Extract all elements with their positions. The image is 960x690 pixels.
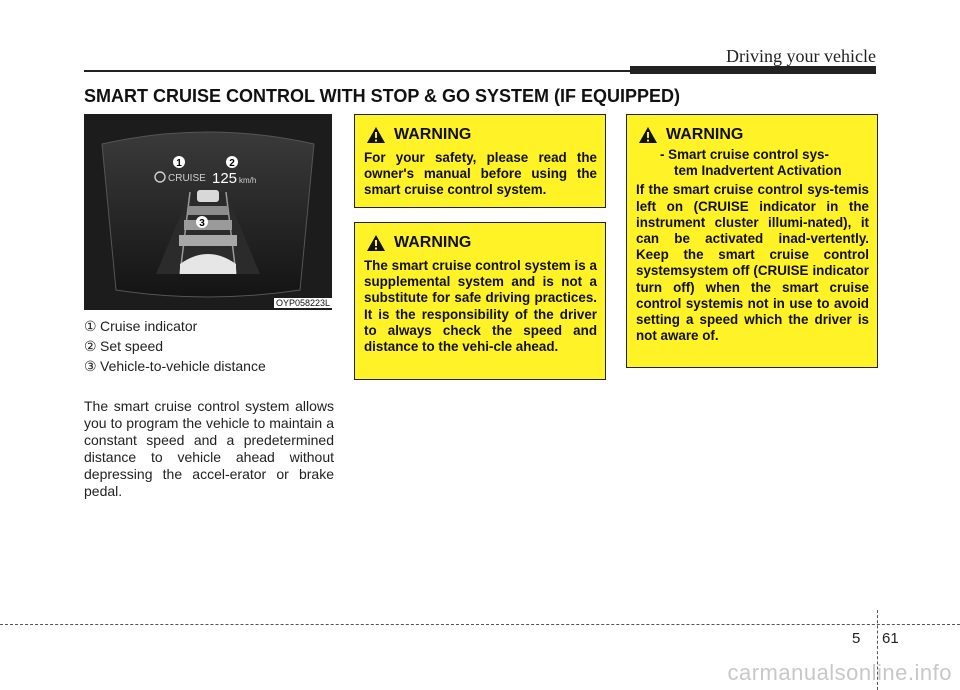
section-title: SMART CRUISE CONTROL WITH STOP & GO SYSTEM (IF EQUIPPED): [84, 86, 681, 106]
distance-bar: [179, 235, 237, 246]
body-paragraph: The smart cruise control system allows you to program the vehicle to maintain a constant speed and a predetermined distance to vehicle ahead without depressing the accel-erator or brake pedal.: [84, 398, 334, 499]
warning-title: WARNING: [666, 126, 744, 143]
legend-item: [84, 356, 344, 376]
cruise-indicator-label: CRUISE: [168, 173, 206, 184]
legend-number: ②: [84, 338, 97, 354]
header-tab: [630, 66, 876, 74]
page-number: 61: [882, 630, 899, 647]
legend-label: Vehicle-to-vehicle distance: [100, 358, 266, 374]
legend: [84, 316, 344, 376]
warning-box-1: [354, 114, 606, 208]
legend-item: [84, 336, 344, 356]
chapter-number: 5: [852, 630, 861, 647]
page-header-title: Driving your vehicle: [726, 46, 876, 66]
warning-header: [638, 123, 869, 147]
cluster-drawing: [84, 114, 332, 310]
legend-label: Cruise indicator: [100, 318, 198, 334]
legend-number: ①: [84, 318, 97, 334]
warning-title: WARNING: [394, 234, 472, 251]
legend-label: Set speed: [100, 338, 164, 354]
warning-box-2: [354, 222, 606, 380]
warning-subtitle-line1: - Smart cruise control sys-: [660, 147, 829, 162]
legend-number: ③: [84, 358, 97, 374]
set-speed-value: 125: [212, 170, 238, 187]
footer-rule: [0, 624, 960, 625]
callout-2-number: 2: [229, 158, 235, 169]
lead-vehicle-icon: [197, 190, 219, 202]
distance-bar: [184, 220, 232, 230]
warning-triangle-icon: [638, 126, 658, 144]
distance-bar: [188, 206, 228, 215]
watermark: carmanualsonline.info: [727, 660, 952, 685]
warning-title: WARNING: [394, 126, 472, 143]
warning-header: [366, 123, 597, 147]
set-speed-unit: km/h: [239, 176, 257, 185]
warning-subtitle-line2: tem Inadvertent Activation: [674, 163, 842, 179]
warning-text: For your safety, please read the owner's manual before using the smart cruise control system.: [364, 150, 597, 198]
legend-item: [84, 316, 344, 336]
warning-text: If the smart cruise control sys-temis left on (CRUISE indicator in the instrument cluster illumi-nated), it can be activated inad-vertently. Keep the smart cruise control systemsystem off (CRUISE indicator turn off) when the smart cruise control systemis not in use to avoid setting a speed which the driver is not aware of.: [636, 182, 869, 344]
figure-code: OYP058223L: [275, 298, 330, 308]
warning-subtitle: [660, 147, 869, 179]
warning-text: The smart cruise control system is a supplemental system and is not a substitute for safe driving practices. It is the responsibility of the driver to always check the speed and distance to the vehi-cle ahead.: [364, 258, 597, 355]
warning-header: [366, 231, 597, 255]
warning-triangle-icon: [366, 234, 386, 252]
warning-triangle-icon: [366, 126, 386, 144]
cluster-illustration: [84, 114, 332, 310]
callout-3-number: 3: [199, 218, 205, 229]
warning-box-3: [626, 114, 878, 368]
callout-1-number: 1: [176, 158, 182, 169]
